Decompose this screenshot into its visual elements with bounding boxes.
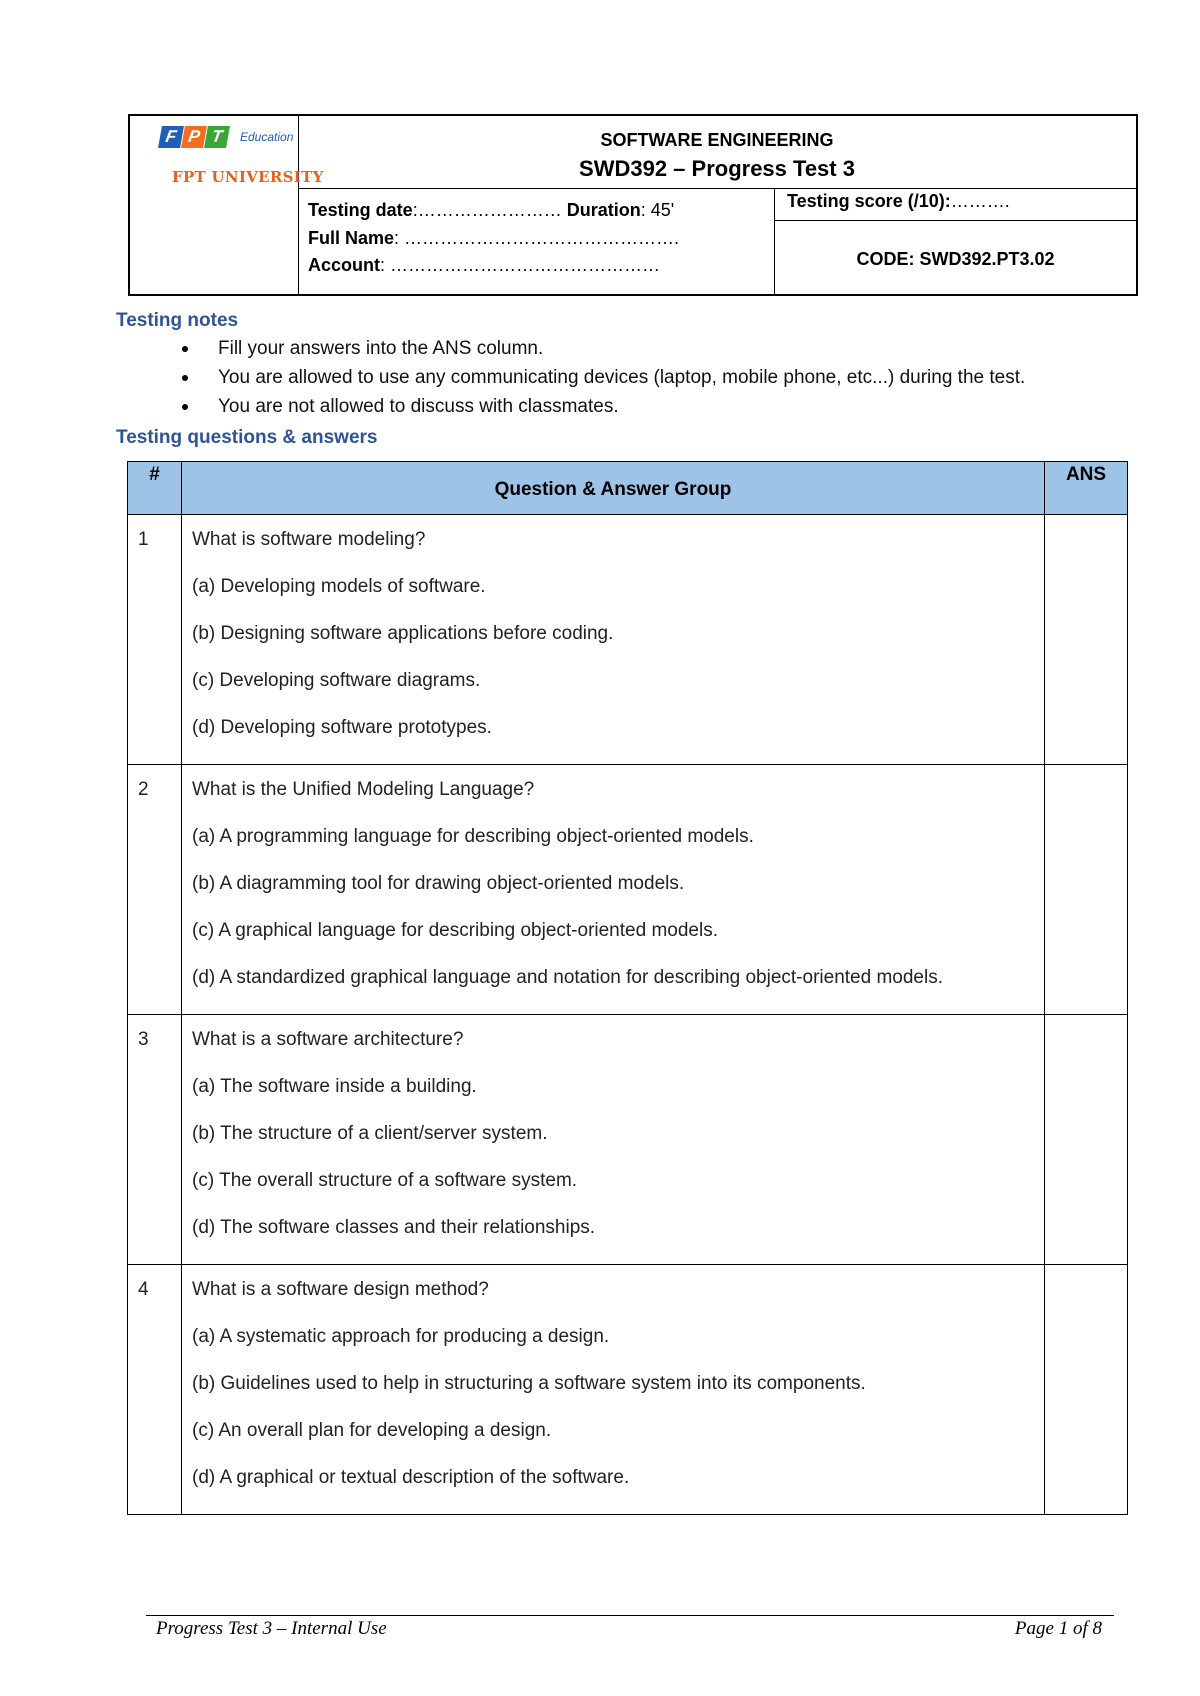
testing-date-value[interactable]: :…………………… <box>412 200 562 220</box>
question-cell <box>182 765 1045 1015</box>
testing-date-label: Testing date <box>308 200 413 220</box>
question-text: What is a software design method? <box>192 1279 489 1300</box>
full-name-line <box>308 228 679 249</box>
duration-value: : 45' <box>640 200 675 220</box>
logo-university-text: FPT UNIVERSITY <box>172 168 324 186</box>
answer-option: (b) Designing software applications before coding. <box>192 623 614 644</box>
logo-cell <box>130 116 324 294</box>
page-number: Page 1 of 8 <box>1014 1618 1102 1639</box>
footer-divider <box>146 1615 1114 1616</box>
table-header-row <box>128 462 1128 515</box>
note-item: Fill your answers into the ANS column. <box>178 334 1025 363</box>
question-number: 1 <box>128 515 182 765</box>
note-item: You are not allowed to discuss with classmates. <box>178 392 1025 421</box>
answer-option: (d) The software classes and their relationships. <box>192 1217 596 1238</box>
answer-input-cell[interactable] <box>1045 515 1128 765</box>
title-cell <box>298 116 1136 189</box>
answer-option: (a) Developing models of software. <box>192 576 486 597</box>
answer-option: (d) A graphical or textual description of the software. <box>192 1467 630 1488</box>
subject-title: SOFTWARE ENGINEERING <box>600 130 834 150</box>
full-name-value[interactable]: : ………………………………………. <box>394 228 680 248</box>
question-number: 2 <box>128 765 182 1015</box>
answer-option: (b) The structure of a client/server system. <box>192 1123 548 1144</box>
answer-option: (c) A graphical language for describing object-oriented models. <box>192 920 718 941</box>
table-row <box>128 765 1128 1015</box>
account-line <box>308 255 660 276</box>
testing-notes-heading: Testing notes <box>116 310 239 331</box>
answer-option: (b) A diagramming tool for drawing object-oriented models. <box>192 873 685 894</box>
code-cell <box>775 221 1136 294</box>
score-value[interactable]: ………. <box>950 191 1010 211</box>
score-cell <box>775 188 1136 221</box>
answer-option: (a) A programming language for describing object-oriented models. <box>192 826 754 847</box>
table-row <box>128 1265 1128 1515</box>
answer-input-cell[interactable] <box>1045 1265 1128 1515</box>
question-cell <box>182 1015 1045 1265</box>
col-ans-header: ANS <box>1045 462 1128 515</box>
score-label: Testing score (/10): <box>787 191 951 211</box>
testing-notes-list <box>178 334 1025 421</box>
duration-label: Duration <box>566 200 641 220</box>
answer-option: (d) A standardized graphical language and notation for describing object-oriented models. <box>192 967 943 988</box>
fpt-education-logo: F P T Education FPT UNIVERSITY <box>160 126 290 176</box>
testing-date-line <box>308 200 674 221</box>
question-text: What is software modeling? <box>192 529 426 550</box>
questions-heading: Testing questions & answers <box>116 427 378 448</box>
logo-education-text: Education <box>240 130 294 144</box>
student-info-cell <box>298 188 775 294</box>
test-title: SWD392 – Progress Test 3 <box>579 156 855 181</box>
answer-option: (a) The software inside a building. <box>192 1076 477 1097</box>
question-cell <box>182 1265 1045 1515</box>
col-number-header: # <box>128 462 182 515</box>
question-text: What is the Unified Modeling Language? <box>192 779 535 800</box>
full-name-label: Full Name <box>308 228 395 248</box>
answer-option: (c) Developing software diagrams. <box>192 670 481 691</box>
answer-option: (c) An overall plan for developing a design. <box>192 1420 552 1441</box>
question-number: 4 <box>128 1265 182 1515</box>
answer-input-cell[interactable] <box>1045 1015 1128 1265</box>
question-number: 3 <box>128 1015 182 1265</box>
question-cell <box>182 515 1045 765</box>
table-row <box>128 1015 1128 1265</box>
answer-option: (b) Guidelines used to help in structuring a software system into its components. <box>192 1373 866 1394</box>
question-text: What is a software architecture? <box>192 1029 464 1050</box>
footer-left-text: Progress Test 3 – Internal Use <box>156 1618 387 1639</box>
answer-option: (c) The overall structure of a software system. <box>192 1170 578 1191</box>
answer-input-cell[interactable] <box>1045 765 1128 1015</box>
exam-code: CODE: SWD392.PT3.02 <box>856 249 1055 269</box>
col-question-header: Question & Answer Group <box>182 462 1045 515</box>
account-value[interactable]: : ……………………………………… <box>380 255 661 275</box>
account-label: Account <box>308 255 380 275</box>
answer-option: (d) Developing software prototypes. <box>192 717 492 738</box>
note-item: You are allowed to use any communicating devices (laptop, mobile phone, etc...) during the test. <box>178 363 1025 392</box>
table-row <box>128 515 1128 765</box>
answer-option: (a) A systematic approach for producing a design. <box>192 1326 610 1347</box>
questions-table <box>127 461 1128 1515</box>
exam-header-table <box>128 114 1138 296</box>
